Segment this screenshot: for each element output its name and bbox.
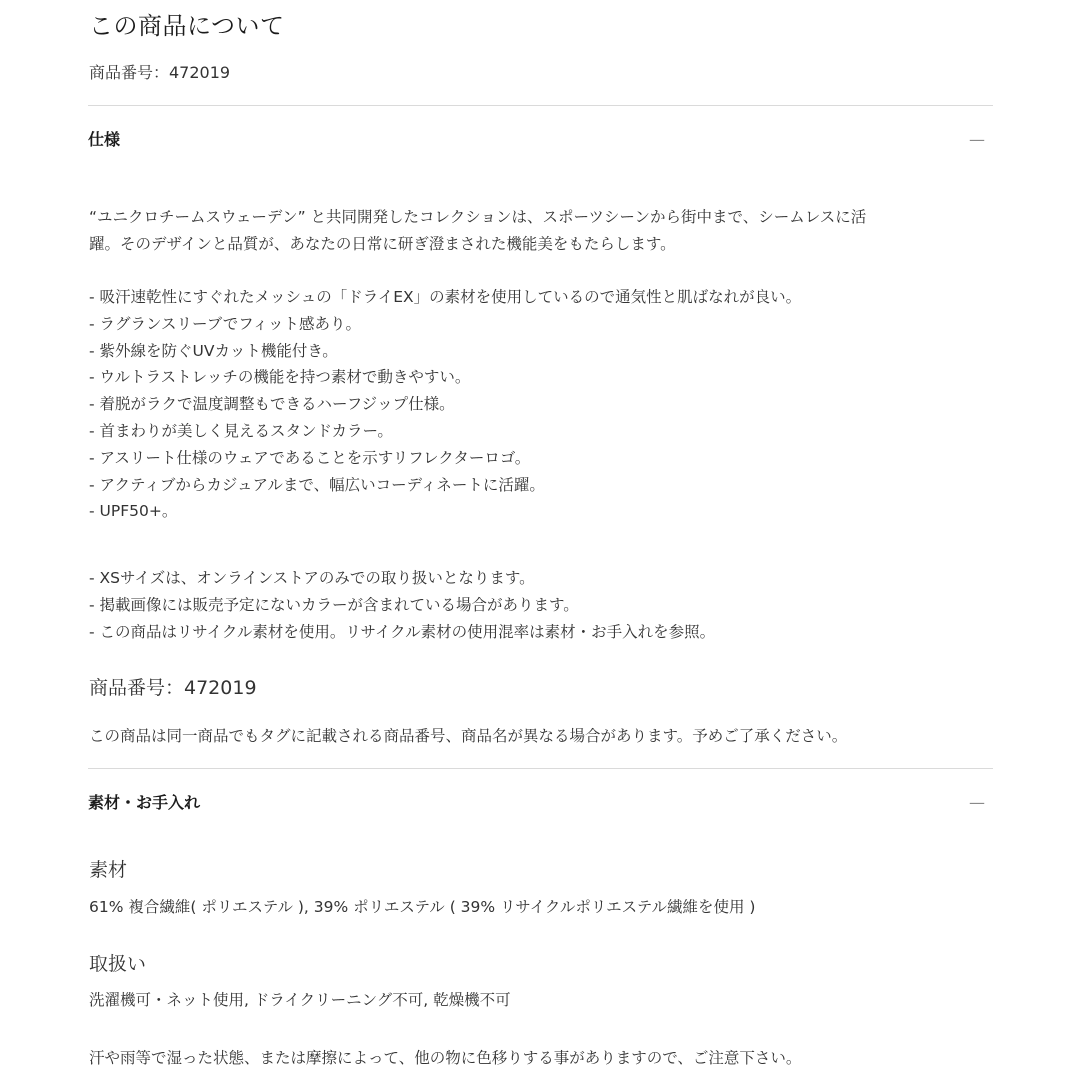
spec-intro-line: 躍。そのデザインと品質が、あなたの日常に研ぎ澄まされた機能美をもたらします。 — [89, 234, 676, 253]
feature-list — [89, 284, 801, 525]
material-accordion-header[interactable] — [88, 783, 993, 823]
page-title: この商品について — [89, 12, 285, 40]
divider — [88, 105, 993, 106]
spec-section-title: 仕様 — [88, 130, 121, 149]
notes-list — [89, 565, 715, 645]
collapse-icon[interactable]: — — [969, 793, 985, 812]
feature-item: - 吸汗速乾性にすぐれたメッシュの「ドライEX」の素材を使用しているので通気性と肌ばなれが良い。 — [89, 288, 802, 306]
spec-intro — [89, 204, 866, 258]
care-heading: 取扱い — [89, 953, 147, 975]
feature-item: - UPF50+。 — [89, 502, 178, 521]
spec-accordion-header[interactable] — [88, 120, 993, 160]
note-item: - 掲載画像には販売予定にないカラーが含まれている場合があります。 — [89, 595, 579, 614]
spec-product-number: 商品番号：472019 — [89, 677, 257, 699]
feature-item: - 首まわりが美しく見えるスタンドカラー。 — [89, 421, 393, 440]
feature-item: - アクティブからカジュアルまで、幅広いコーディネートに活躍。 — [89, 475, 545, 494]
material-section-title: 素材・お手入れ — [88, 793, 201, 812]
feature-item: - ウルトラストレッチの機能を持つ素材で動きやすい。 — [89, 368, 471, 387]
disclaimer-text: この商品は同一商品でもタグに記載される商品番号、商品名が異なる場合があります。予めご了承ください。 — [89, 727, 848, 745]
divider — [88, 768, 993, 769]
feature-item: - ラグランスリーブでフィット感あり。 — [89, 314, 362, 333]
note-item: - この商品はリサイクル素材を使用。リサイクル素材の使用混率は素材・お手入れを参照。 — [89, 622, 716, 641]
note-item: - XSサイズは、オンラインストアのみでの取り扱いとなります。 — [89, 569, 535, 587]
spec-intro-line: “ユニクロチームスウェーデン” と共同開発したコレクションは、スポーツシーンから街中まで、シームレスに活 — [89, 208, 867, 226]
feature-item: - 紫外線を防ぐUVカット機能付き。 — [89, 341, 338, 360]
feature-item: - アスリート仕様のウェアであることを示すリフレクターロゴ。 — [89, 448, 531, 467]
collapse-icon[interactable]: — — [969, 130, 985, 149]
care-note: 汗や雨等で湿った状態、または摩擦によって、他の物に色移りする事がありますので、ご注意下さい。 — [89, 1049, 802, 1067]
material-heading: 素材 — [89, 859, 128, 881]
product-number: 商品番号：472019 — [89, 63, 231, 82]
feature-item: - 着脱がラクで温度調整もできるハーフジップ仕様。 — [89, 395, 455, 414]
material-text: 61% 複合繊維( ポリエステル ), 39% ポリエステル ( 39% リサイクルポリエステル繊維を使用 ) — [89, 898, 756, 916]
care-text: 洗濯機可・ネット使用, ドライクリーニング不可, 乾燥機不可 — [89, 991, 511, 1009]
